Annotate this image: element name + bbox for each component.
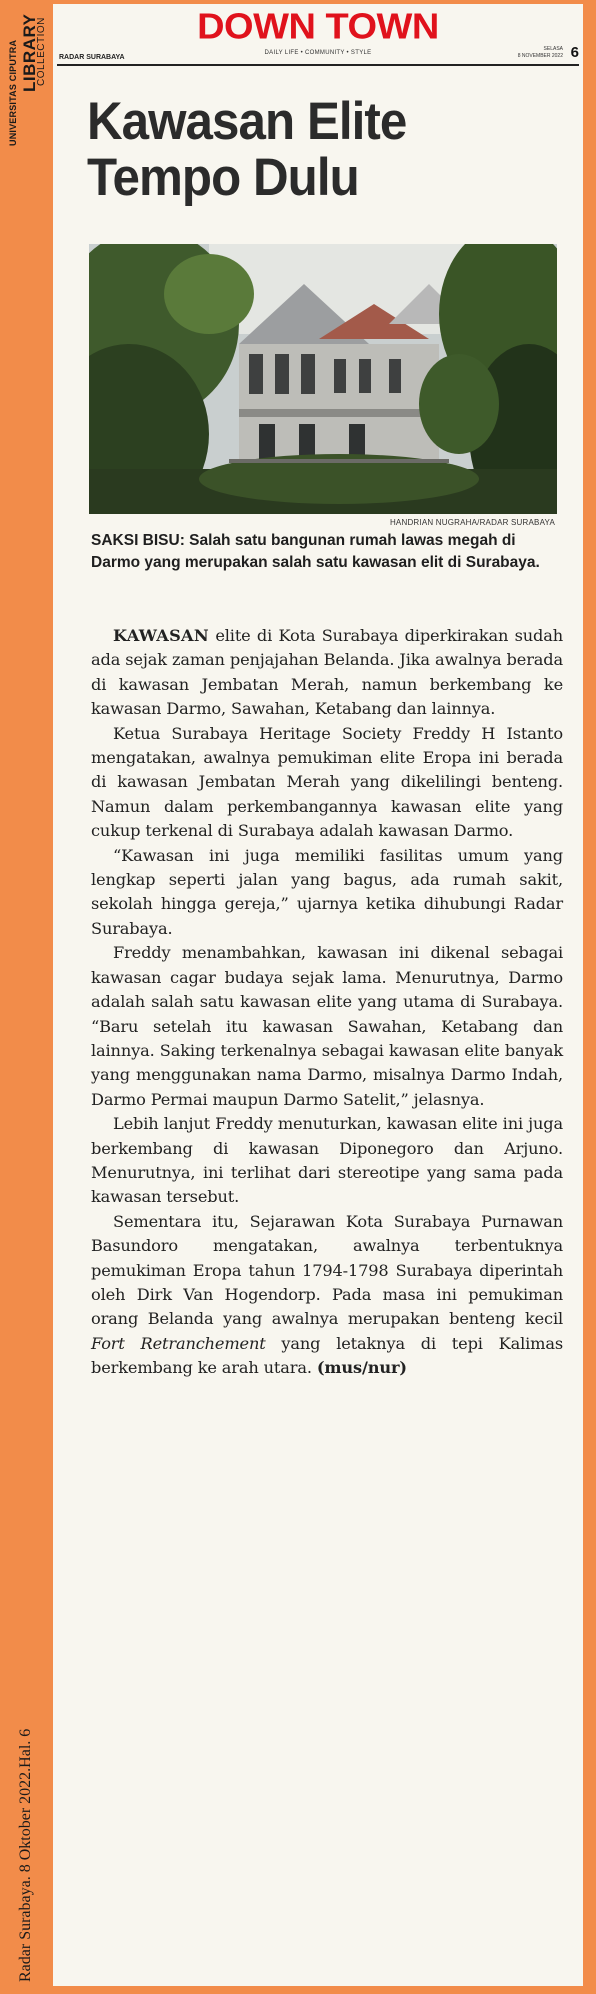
article-photo — [89, 244, 557, 514]
paragraph-6 — [91, 1210, 563, 1381]
paragraph-1 — [91, 624, 563, 722]
source-citation: Radar Surabaya. 8 Oktober 2022.Hal. 6 — [17, 1728, 34, 1982]
paragraph-6-text-b: yang letaknya di tepi Kalimas berkembang ke arah utara. — [91, 1333, 563, 1378]
colonial-house-photo-icon — [89, 244, 557, 514]
issue-date — [518, 46, 563, 60]
issue-day: SELASA — [543, 46, 563, 52]
university-label: UNIVERSITAS CIPUTRA — [8, 39, 18, 146]
masthead-rule — [57, 64, 579, 66]
page-number: 6 — [570, 44, 579, 61]
photo-caption: SAKSI BISU: Salah satu bangunan rumah lawas megah di Darmo yang merupakan salah satu kawasan elit di Surabaya. — [91, 532, 540, 571]
article-headline — [87, 94, 515, 206]
paragraph-4: Freddy menambahkan, kawasan ini dikenal sebagai kawasan cagar budaya sejak lama. Menurutnya, Darmo adalah salah satu kawasan elite yang utama di Surabaya. “Baru setelah itu kawasan Sawahan, Ketabang dan lainnya. Saking terkenalnya sebagai kawasan elite banyak yang menggunakan nama Darmo, misalnya Darmo Indah, Darmo Permai maupun Darmo Satelit,” jelasnya. — [91, 943, 563, 1109]
author-signature: (mus/nur) — [316, 1358, 407, 1378]
newspaper-page — [53, 4, 583, 1986]
paragraph-5: Lebih lanjut Freddy menuturkan, kawasan elite ini juga berkembang di kawasan Diponegoro dan Arjuno. Menurutnya, ini terlihat dari stereotipe yang sama pada kawasan tersebut. — [91, 1114, 563, 1207]
archive-margin — [0, 0, 52, 1994]
lead-word: KAWASAN — [113, 626, 210, 645]
article-body — [91, 624, 563, 1381]
fort-name: Fort Retranchement — [91, 1333, 266, 1353]
collection-label: COLLECTION — [36, 17, 47, 86]
newspaper-name: RADAR SURABAYA — [59, 54, 125, 61]
photo-credit: HANDRIAN NUGRAHA/RADAR SURABAYA — [389, 518, 555, 527]
paragraph-3: “Kawasan ini juga memiliki fasilitas umum yang lengkap seperti jalan yang bagus, ada rumah sakit, sekolah hingga gereja,” ujarnya ketika dihubungi Radar Surabaya. — [91, 845, 563, 938]
paragraph-6-text-a: Sementara itu, Sejarawan Kota Surabaya Purnawan Basundoro mengatakan, awalnya terbentuknya pemukiman Eropa tahun 1794-1798 Surabaya diperintah oleh Dirk Van Hogendorp. Pada masa ini pemukiman orang Belanda yang awalnya merupakan benteng kecil — [91, 1211, 563, 1329]
masthead — [53, 4, 583, 62]
headline-line-2: Tempo Dulu — [87, 148, 359, 207]
library-label: LIBRARY — [20, 13, 39, 92]
issue-full-date: 8 NOVEMBER 2022 — [517, 53, 563, 59]
section-brand: DOWN TOWN — [197, 7, 439, 47]
section-tagline: DAILY LIFE • COMMUNITY • STYLE — [264, 50, 372, 56]
paragraph-1-text: elite di Kota Surabaya diperkirakan sudah ada sejak zaman penjajahan Belanda. Jika awalnya berada di kawasan Jembatan Merah, namun berkembang ke kawasan Darmo, Sawahan, Ketabang dan lainnya. — [91, 626, 563, 719]
paragraph-2: Ketua Surabaya Heritage Society Freddy H Istanto mengatakan, awalnya pemukiman elite Eropa ini berada di kawasan Jembatan Merah yang dikelilingi benteng. Namun dalam perkembangannya kawasan elite yang cukup terkenal di Surabaya adalah kawasan Darmo. — [91, 723, 563, 841]
headline-line-1: Kawasan Elite — [87, 92, 407, 151]
